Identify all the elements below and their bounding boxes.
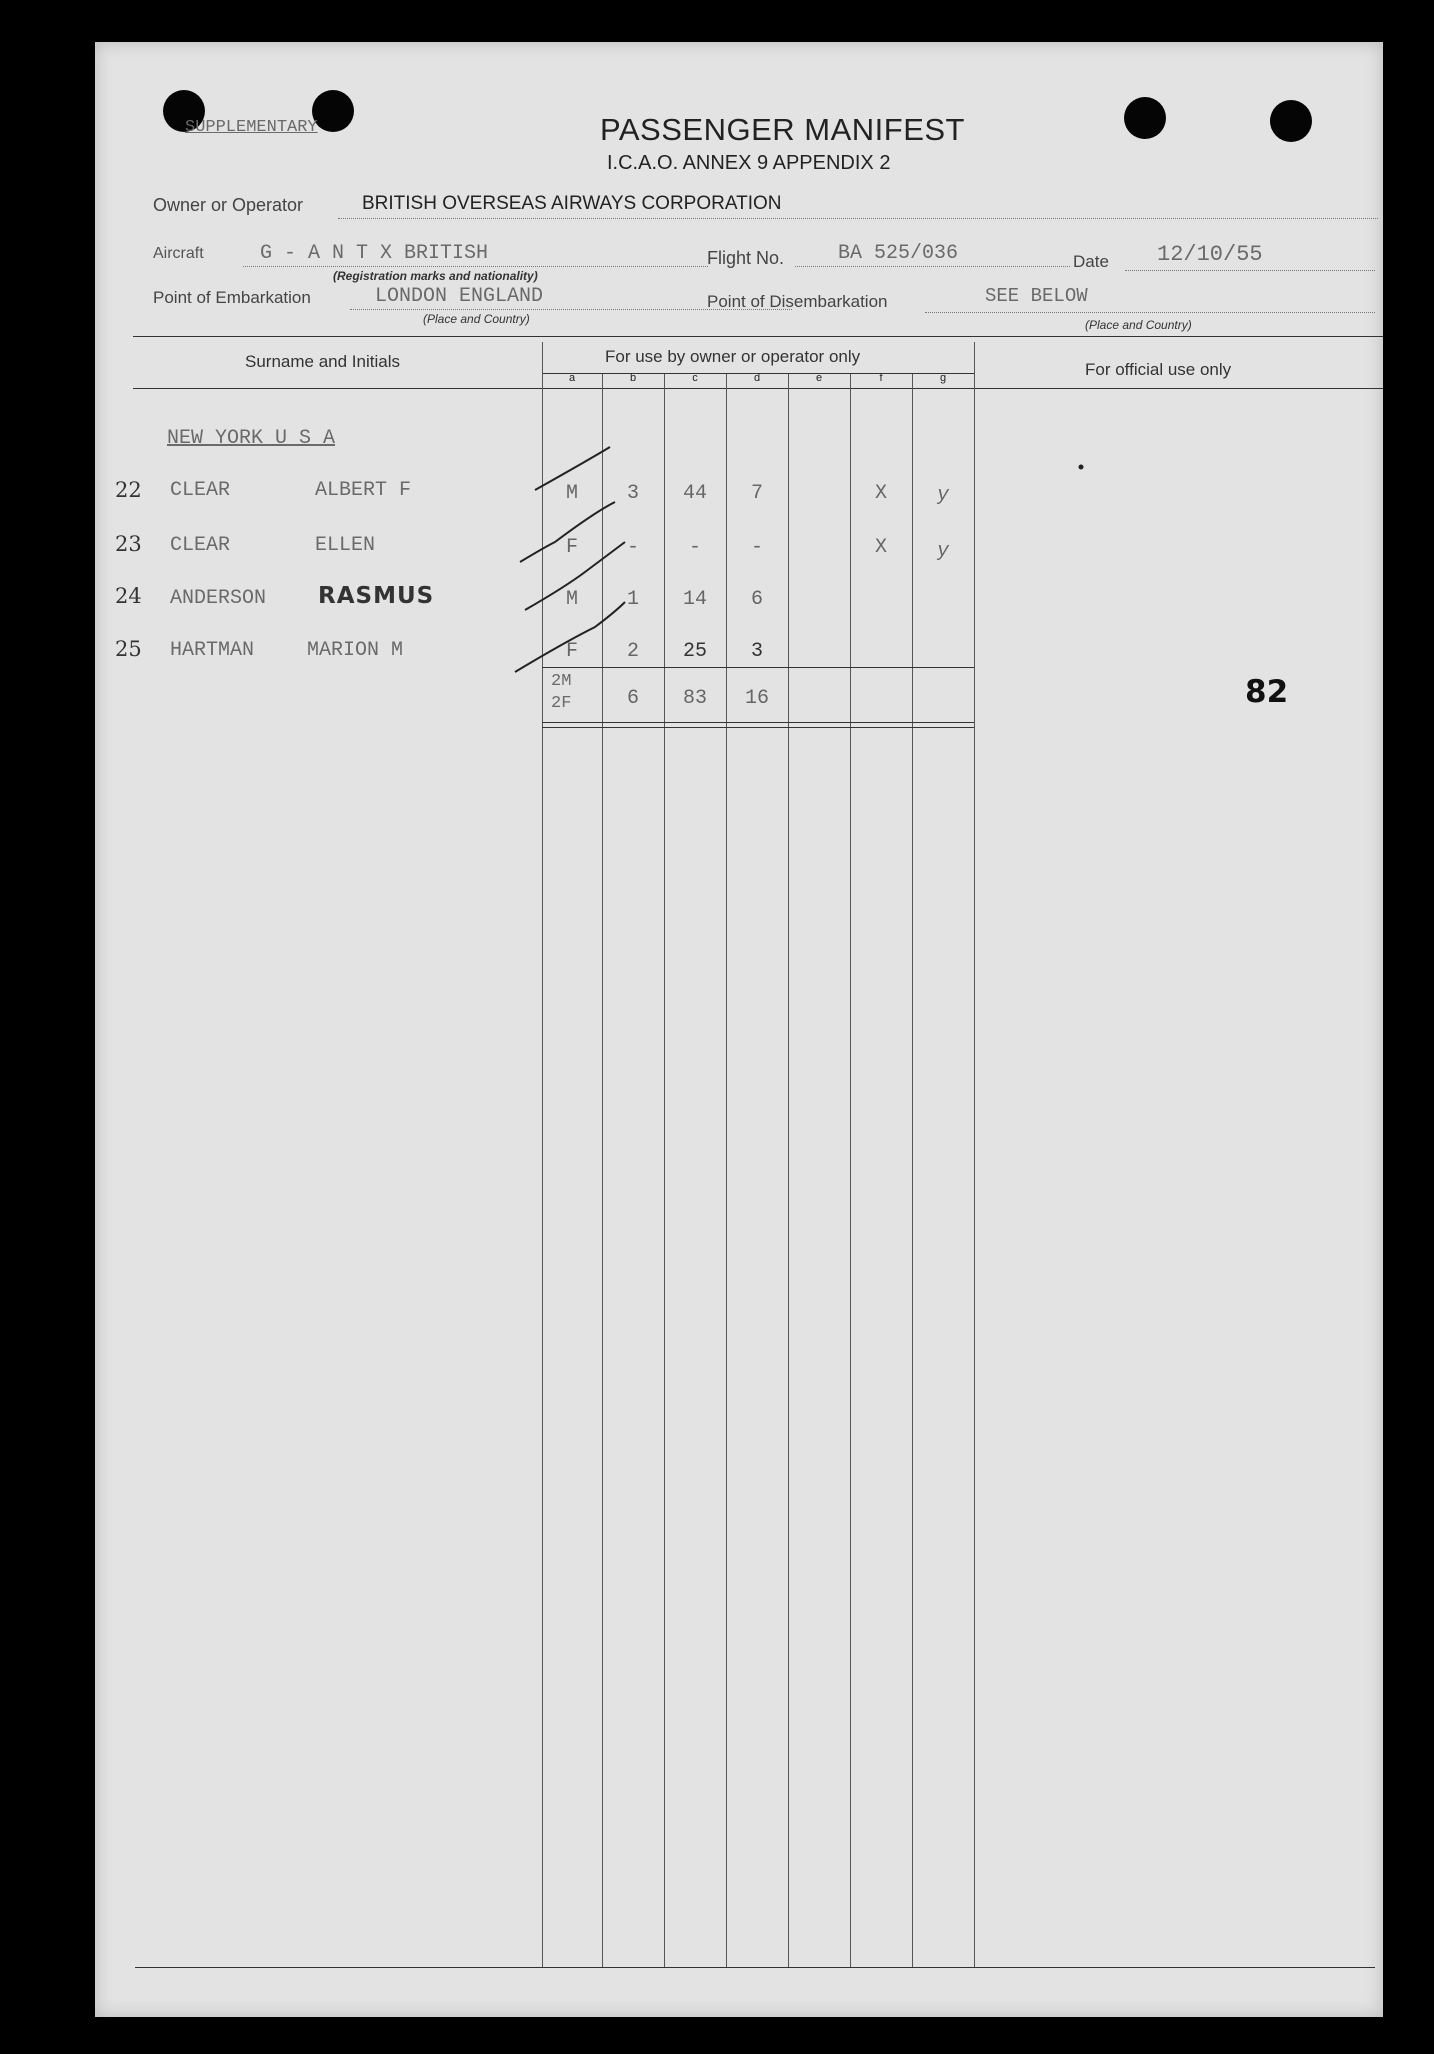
passenger-surname: HARTMAN xyxy=(170,639,255,662)
aircraft-value: G - A N T X BRITISH xyxy=(260,242,489,265)
subcol-b: b xyxy=(629,372,637,384)
owner-label: Owner or Operator xyxy=(153,195,304,215)
owner-value: BRITISH OVERSEAS AIRWAYS CORPORATION xyxy=(362,193,782,214)
subcol-f: f xyxy=(879,372,883,384)
checkmark xyxy=(525,542,625,610)
checkmark xyxy=(535,447,610,490)
total-d: 16 xyxy=(744,687,769,710)
cell-d: 7 xyxy=(750,482,763,505)
cell-a: M xyxy=(565,588,578,611)
flight-value: BA 525/036 xyxy=(838,242,959,265)
cell-c: - xyxy=(688,536,701,559)
document-title: PASSENGER MANIFEST xyxy=(600,112,965,147)
subcol-c: c xyxy=(692,372,698,384)
cell-a: F xyxy=(565,536,578,559)
page-bottom-rule xyxy=(135,1967,1375,1968)
embarkation-caption: (Place and Country) xyxy=(423,312,530,326)
total-a-top: 2M xyxy=(551,672,572,691)
passenger-initials-handwritten: RASMUS xyxy=(318,583,435,609)
aircraft-caption: (Registration marks and nationality) xyxy=(333,269,538,283)
total-c: 83 xyxy=(682,687,707,710)
supplementary-label: SUPPLEMENTARY xyxy=(185,118,318,137)
date-label: Date xyxy=(1073,252,1109,271)
passenger-initials: ALBERT F xyxy=(315,479,412,502)
row-number: 24 xyxy=(115,584,142,608)
document-subtitle: I.C.A.O. ANNEX 9 APPENDIX 2 xyxy=(607,152,891,174)
passenger-initials: ELLEN xyxy=(315,534,376,557)
checkmark xyxy=(515,602,625,672)
date-value: 12/10/55 xyxy=(1157,242,1263,267)
passenger-initials: MARION M xyxy=(307,639,404,662)
passenger-surname: ANDERSON xyxy=(170,587,267,610)
disembarkation-caption: (Place and Country) xyxy=(1085,318,1192,332)
row-number: 22 xyxy=(115,478,142,502)
cell-c: 44 xyxy=(682,482,707,505)
cell-b: - xyxy=(626,536,639,559)
destination-heading: NEW YORK U S A xyxy=(167,427,336,450)
flight-label: Flight No. xyxy=(707,248,785,268)
aircraft-label: Aircraft xyxy=(153,245,204,262)
col-name-header: Surname and Initials xyxy=(245,352,400,371)
col-operator-header: For use by owner or operator only xyxy=(605,347,861,366)
cell-d: 3 xyxy=(750,640,763,663)
stray-mark xyxy=(1079,465,1084,470)
subcol-g: g xyxy=(939,372,947,384)
cell-c: 14 xyxy=(682,588,707,611)
cell-g: y xyxy=(936,540,949,563)
embarkation-value: LONDON ENGLAND xyxy=(375,285,544,308)
cell-g: y xyxy=(936,484,949,507)
disembarkation-value: SEE BELOW xyxy=(985,285,1088,307)
cell-b: 2 xyxy=(626,640,639,663)
cell-a: F xyxy=(565,640,578,663)
cell-c: 25 xyxy=(682,640,707,663)
row-number: 25 xyxy=(115,637,142,661)
cell-a: M xyxy=(565,482,578,505)
col-official-header: For official use only xyxy=(1085,360,1232,379)
manifest-sheet xyxy=(95,42,1383,2017)
subcol-a: a xyxy=(568,372,576,384)
cell-f: X xyxy=(874,536,887,559)
total-a-bottom: 2F xyxy=(551,694,572,713)
subcol-e: e xyxy=(815,372,823,384)
passenger-surname: CLEAR xyxy=(170,534,231,557)
disembarkation-label: Point of Disembarkation xyxy=(707,292,888,311)
official-number: 82 xyxy=(1245,674,1289,710)
total-b: 6 xyxy=(626,687,639,710)
passenger-surname: CLEAR xyxy=(170,479,231,502)
subcol-d: d xyxy=(753,372,761,384)
handwritten-checkmarks xyxy=(95,42,1383,842)
cell-b: 3 xyxy=(626,482,639,505)
checkmark xyxy=(520,502,615,562)
cell-d: 6 xyxy=(750,588,763,611)
cell-b: 1 xyxy=(626,588,639,611)
cell-d: - xyxy=(750,536,763,559)
row-number: 23 xyxy=(115,532,142,556)
cell-f: X xyxy=(874,482,887,505)
embarkation-label: Point of Embarkation xyxy=(153,288,311,307)
